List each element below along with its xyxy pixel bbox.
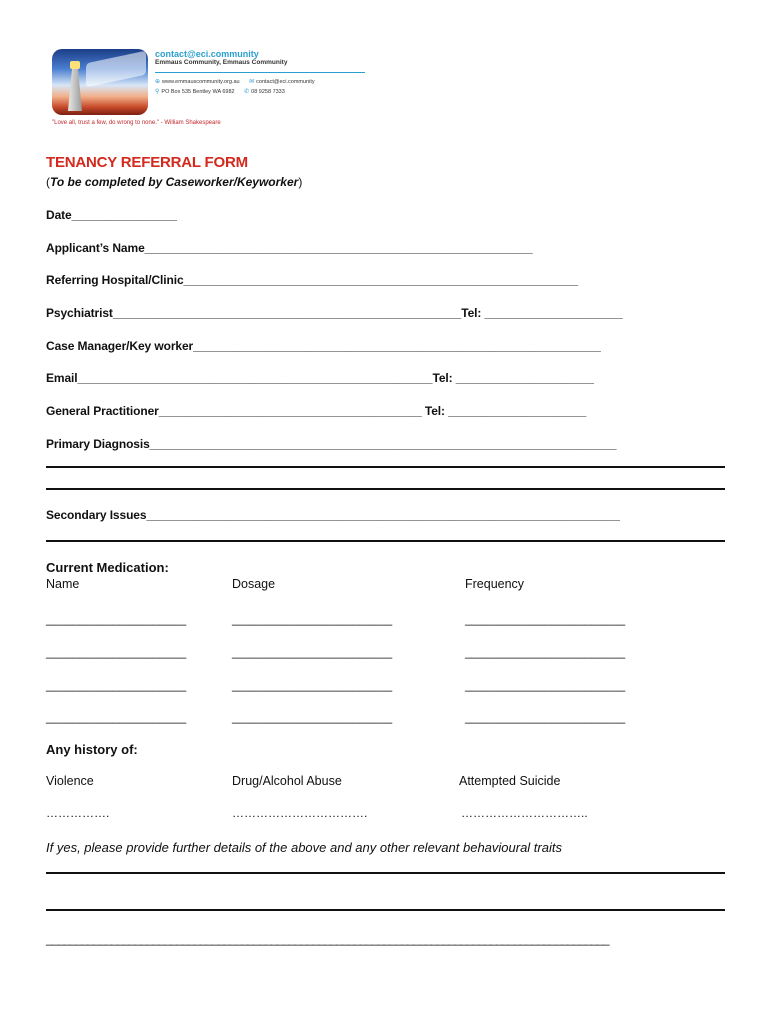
- mail-icon: ✉: [249, 79, 255, 85]
- medication-frequency-blank[interactable]: ________________________: [465, 645, 626, 659]
- phone-text: 08 9258 7333: [251, 89, 285, 95]
- lighthouse-tower-shape: [68, 67, 82, 111]
- diagnosis-line-2: [46, 488, 725, 490]
- lighthouse-lamp-shape: [70, 61, 80, 69]
- email-field[interactable]: Email______________________________________________________Tel: _____________________: [46, 371, 594, 385]
- details-line-1: [46, 872, 725, 874]
- primary-diagnosis-field[interactable]: Primary Diagnosis_______________________________________________________________________: [46, 437, 617, 451]
- subtitle-close: ): [298, 175, 303, 189]
- location-pin-icon: ⚲: [155, 89, 160, 95]
- header-divider: [155, 72, 365, 73]
- history-suicide-label: Attempted Suicide: [459, 774, 561, 788]
- medication-frequency-blank[interactable]: ________________________: [465, 612, 626, 626]
- history-violence-answer[interactable]: …………….: [46, 806, 110, 820]
- medication-dosage-blank[interactable]: ________________________: [232, 612, 393, 626]
- secondary-issues-field[interactable]: Secondary Issues________________________________________________________________________: [46, 508, 620, 522]
- medication-frequency-blank[interactable]: ________________________: [465, 678, 626, 692]
- applicant-name-field[interactable]: Applicant’s Name___________________________________________________________: [46, 241, 533, 255]
- referring-hospital-field[interactable]: Referring Hospital/Clinic____________________________________________________________: [46, 273, 578, 287]
- medication-col-dosage: Dosage: [232, 577, 276, 591]
- po-box-text: PO Box 535 Bentley WA 6982: [161, 89, 235, 95]
- history-violence-label: Violence: [46, 774, 94, 788]
- form-subtitle: [46, 175, 302, 189]
- contact-email-text: contact@eci.community: [256, 79, 315, 85]
- further-details-prompt: If yes, please provide further details of the above and any other relevant behavioural traits: [46, 840, 562, 855]
- history-suicide-answer[interactable]: …………………………..: [461, 806, 588, 820]
- medication-dosage-blank[interactable]: ________________________: [232, 645, 393, 659]
- subtitle-text: To be completed by Caseworker/Keyworker: [50, 175, 299, 189]
- header-contact-row: [155, 78, 315, 85]
- medication-name-blank[interactable]: _____________________: [46, 612, 187, 626]
- secondary-issues-line: [46, 540, 725, 542]
- header-email-title: contact@eci.community: [155, 49, 259, 59]
- lighthouse-logo: [52, 49, 148, 115]
- light-beam-shape: [86, 51, 146, 88]
- form-title: TENANCY REFERRAL FORM: [46, 154, 248, 171]
- header-address-row: [155, 88, 285, 95]
- medication-heading: Current Medication:: [46, 560, 169, 575]
- case-manager-field[interactable]: Case Manager/Key worker______________________________________________________________: [46, 339, 601, 353]
- medication-col-frequency: Frequency: [465, 577, 525, 591]
- medication-name-blank[interactable]: _____________________: [46, 710, 187, 724]
- history-heading: Any history of:: [46, 742, 138, 757]
- details-line-2: [46, 909, 725, 911]
- medication-dosage-blank[interactable]: ________________________: [232, 710, 393, 724]
- psychiatrist-field[interactable]: Psychiatrist_____________________________________________________Tel: _____________________: [46, 306, 623, 320]
- medication-col-name: Name: [46, 577, 80, 591]
- globe-icon: ⊕: [155, 79, 161, 85]
- history-drug-label: Drug/Alcohol Abuse: [232, 774, 342, 788]
- medication-name-blank[interactable]: _____________________: [46, 645, 187, 659]
- phone-icon: ✆: [244, 89, 250, 95]
- diagnosis-line-1: [46, 466, 725, 468]
- history-drug-answer[interactable]: …………………………….: [232, 806, 368, 820]
- header-org-name: Emmaus Community, Emmaus Community: [155, 59, 288, 66]
- medication-frequency-blank[interactable]: ________________________: [465, 710, 626, 724]
- details-line-3[interactable]: _______________________________________________________________________________________________: [46, 932, 609, 946]
- medication-name-blank[interactable]: _____________________: [46, 678, 187, 692]
- date-field[interactable]: Date________________: [46, 208, 177, 222]
- subtitle-open: (: [46, 175, 50, 189]
- medication-dosage-blank[interactable]: ________________________: [232, 678, 393, 692]
- general-practitioner-field[interactable]: General Practitioner________________________________________ Tel: _____________________: [46, 404, 587, 418]
- header-quote: "Love all, trust a few, do wrong to none." - William Shakespeare: [52, 120, 221, 126]
- website-text: www.emmauscommunity.org.au: [162, 79, 240, 85]
